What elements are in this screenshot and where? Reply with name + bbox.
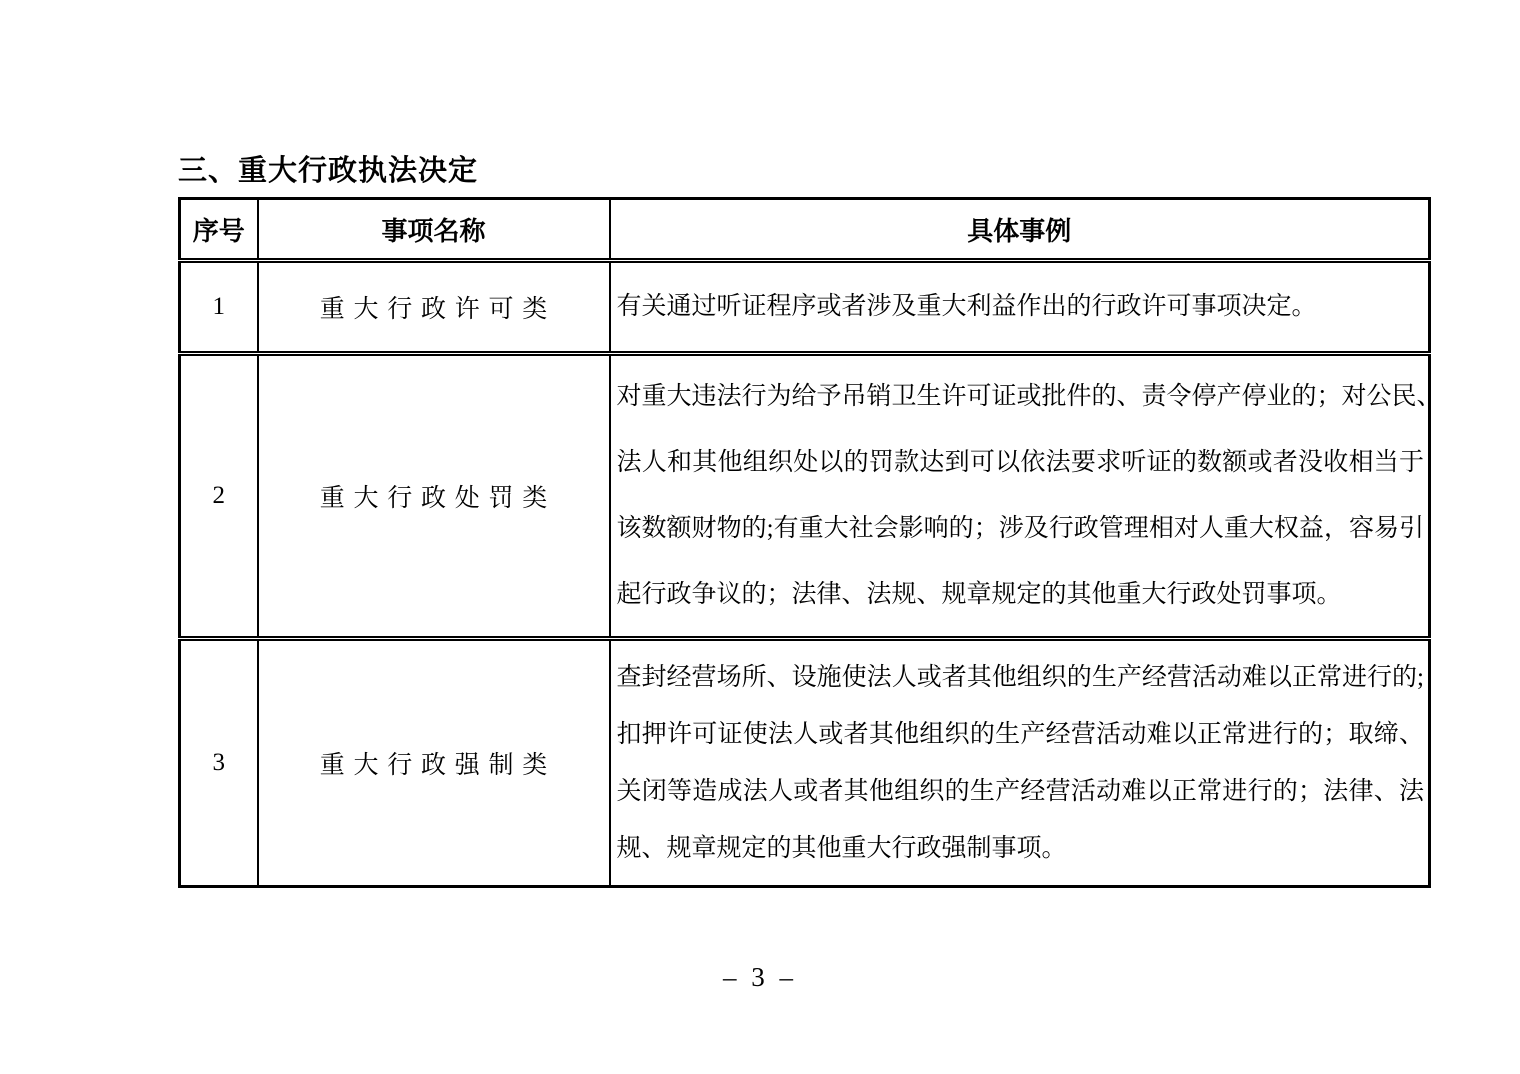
example-line: 法人和其他组织处以的罚款达到可以依法要求听证的数额或者没收相当于 xyxy=(616,449,1424,476)
header-序号: 序号 xyxy=(180,199,258,261)
example-line: 查封经营场所、设施使法人或者其他组织的生产经营活动难以正常进行的; xyxy=(616,664,1424,691)
row-number-cell: 3 xyxy=(180,639,258,887)
example-line: 对重大违法行为给予吊销卫生许可证或批件的、责令停产停业的；对公民、 xyxy=(616,383,1442,410)
example-line: 规、规章规定的其他重大行政强制事项。 xyxy=(616,835,1067,862)
table-row xyxy=(180,354,1430,639)
section-title: 三、重大行政执法决定 xyxy=(178,155,479,187)
header-具体事例: 具体事例 xyxy=(610,199,1430,261)
example-line: 扣押许可证使法人或者其他组织的生产经营活动难以正常进行的；取缔、 xyxy=(616,721,1424,748)
example-cell xyxy=(610,354,1442,639)
item-name-cell: 重大行政处罚类 xyxy=(258,354,610,639)
example-line: 有关通过听证程序或者涉及重大利益作出的行政许可事项决定。 xyxy=(616,293,1317,320)
header-事项名称: 事项名称 xyxy=(258,199,610,261)
example-line: 起行政争议的；法律、法规、规章规定的其他重大行政处罚事项。 xyxy=(616,581,1342,608)
item-name-cell: 重大行政强制类 xyxy=(258,639,610,887)
example-line: 该数额财物的;有重大社会影响的；涉及行政管理相对人重大权益，容易引 xyxy=(616,515,1424,542)
row-number-cell: 1 xyxy=(180,261,258,354)
row-number-cell: 2 xyxy=(180,354,258,639)
example-cell xyxy=(610,639,1430,887)
page-number: – 3 – xyxy=(723,962,797,992)
table-row xyxy=(180,261,1430,354)
table-header-row xyxy=(180,199,1430,261)
example-line: 关闭等造成法人或者其他组织的生产经营活动难以正常进行的；法律、法 xyxy=(616,778,1424,805)
enforcement-decisions-table xyxy=(178,197,1442,888)
table-row xyxy=(180,639,1430,887)
example-cell xyxy=(610,261,1430,354)
item-name-cell: 重大行政许可类 xyxy=(258,261,610,354)
